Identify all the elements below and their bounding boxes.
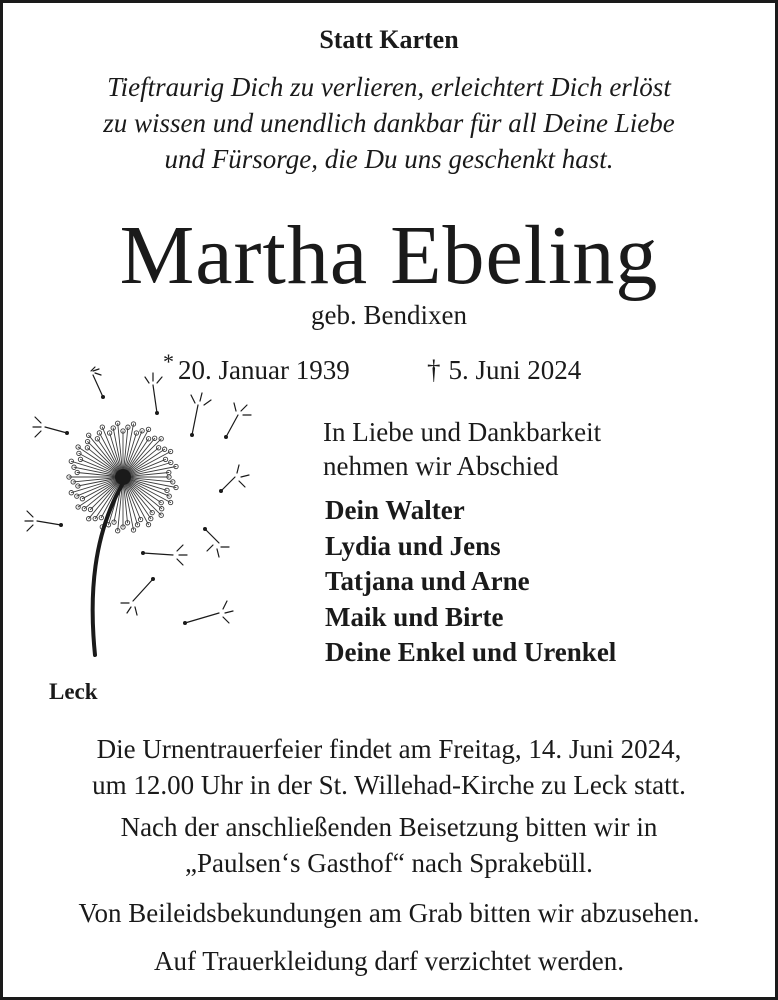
maiden-name: geb. Bendixen [311, 300, 467, 330]
mourner-item: Deine Enkel und Urenkel [325, 637, 617, 667]
deceased-name: Martha Ebeling [119, 209, 659, 302]
farewell-line: nehmen wir Abschied [323, 451, 559, 481]
poem-line: zu wissen und unendlich dankbar für all Deine Liebe [103, 108, 675, 138]
gathering-text [3, 809, 775, 881]
birth-date: 20. Januar 1939 [178, 355, 350, 385]
condolences-note: Von Beileidsbekundungen am Grab bitten wir abzusehen. [78, 898, 700, 928]
attire-note: Auf Trauerkleidung darf verzichtet werden. [153, 946, 625, 976]
ceremony-text [3, 731, 775, 803]
dandelion-icon [23, 365, 273, 665]
death-date: 5. Juni 2024 [448, 355, 582, 385]
poem-line: Tieftraurig Dich zu verlieren, erleichtert Dich erlöst [107, 72, 671, 102]
poem [3, 69, 775, 177]
mourner-item: Lydia und Jens [325, 530, 501, 561]
mourner-item: Maik und Birte [325, 601, 504, 632]
farewell-text [323, 415, 601, 483]
ceremony-line: Die Urnentrauerfeier findet am Freitag, 14. Juni 2024, [96, 734, 682, 764]
mourner-item: Tatjana und Arne [325, 566, 530, 596]
gathering-line: „Paulsen‘s Gasthof“ nach Sprakebüll. [185, 848, 593, 878]
header-title: Statt Karten [319, 25, 459, 54]
gathering-line: Nach der anschließenden Beisetzung bitten wir in [120, 812, 658, 842]
death-cross-icon: † [427, 355, 441, 385]
farewell-line: In Liebe und Dankbarkeit [323, 417, 602, 447]
mourner-item: Dein Walter [325, 495, 465, 525]
death-date-group [427, 355, 581, 386]
ceremony-line: um 12.00 Uhr in der St. Willehad-Kirche zu Leck statt. [92, 770, 686, 800]
mourners-list [325, 493, 616, 671]
poem-line: und Fürsorge, die Du uns geschenkt hast. [164, 144, 614, 174]
place-name: Leck [49, 679, 98, 704]
birth-star-icon: * [163, 349, 174, 374]
